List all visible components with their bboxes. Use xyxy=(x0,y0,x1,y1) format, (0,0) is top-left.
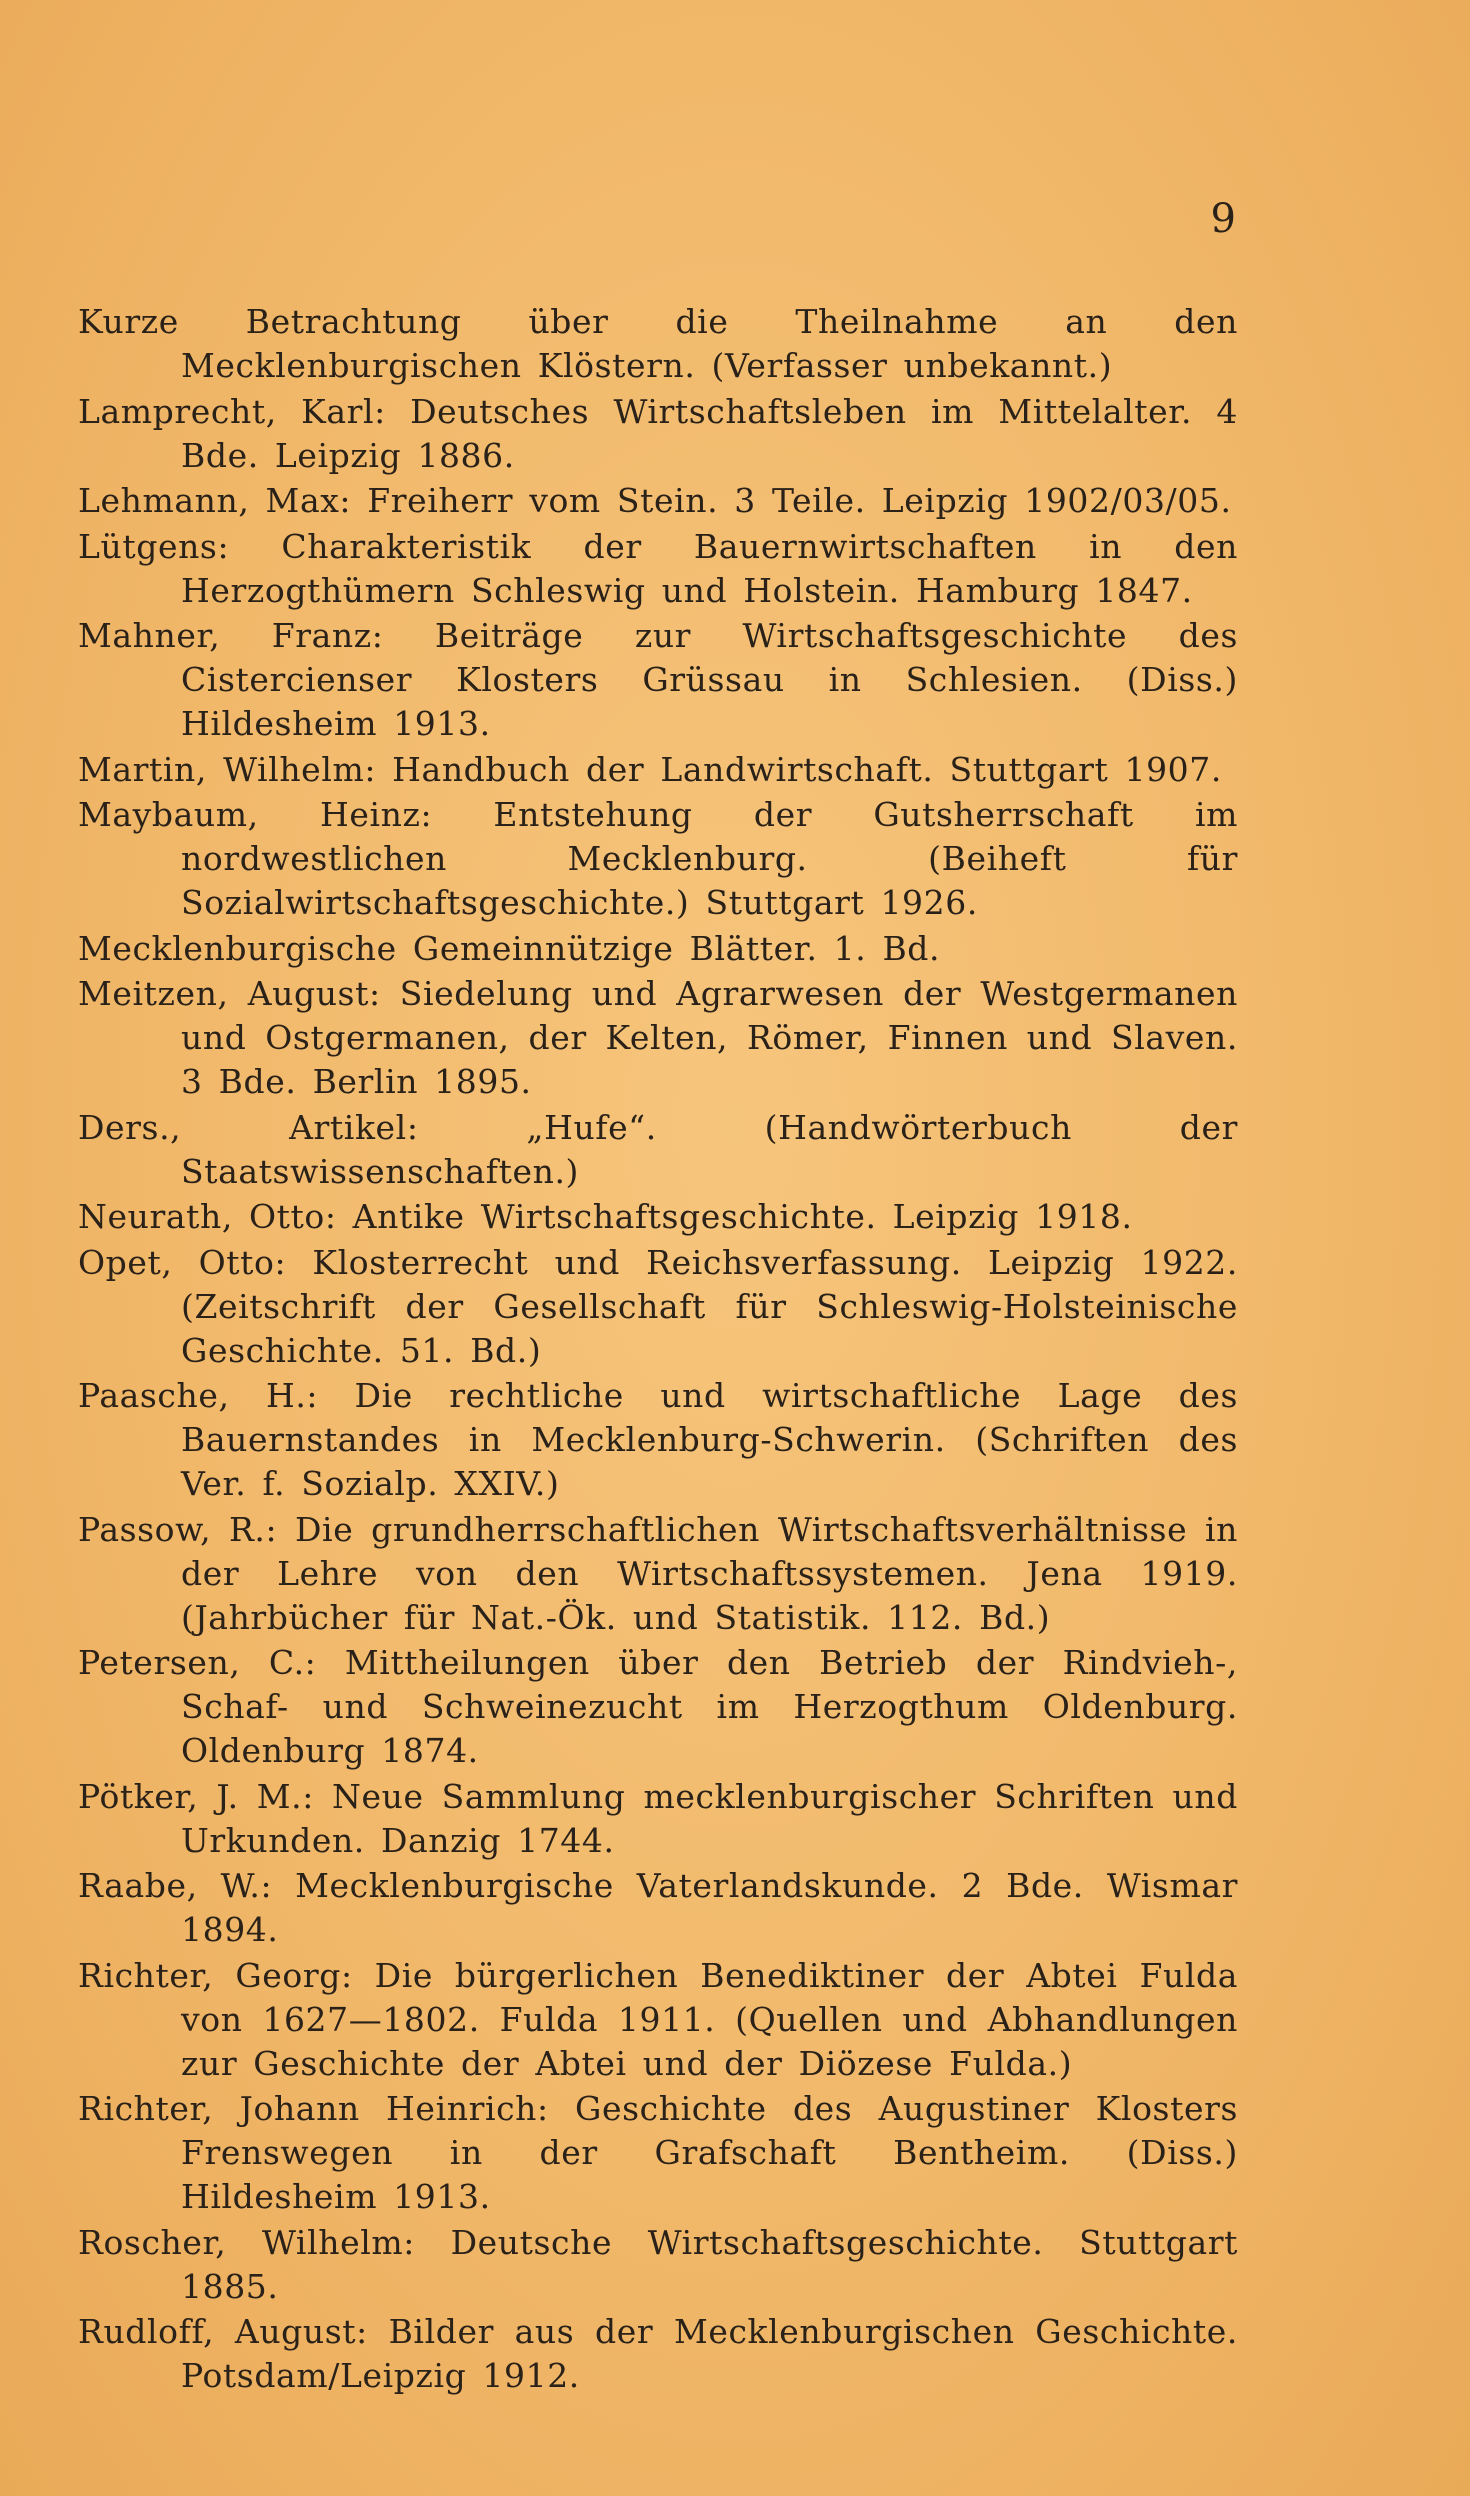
bibliography-entry: Passow, R.: Die grundherrschaftlichen Wirtschaftsverhältnisse in der Lehre von den Wirtschaftssystemen. Jena 1919. (Jahrbücher für Nat.-Ök. und Statistik. 112. Bd.) xyxy=(78,1509,1238,1637)
bibliography-entry: Lütgens: Charakteristik der Bauernwirtschaften in den Herzogthümern Schleswig und Holstein. Hamburg 1847. xyxy=(78,526,1238,610)
bibliography-entry: Kurze Betrachtung über die Theilnahme an den Mecklenburgischen Klöstern. (Verfasser unbekannt.) xyxy=(78,302,1238,385)
bibliography-entry: Meitzen, August: Siedelung und Agrarwesen der Westgermanen und Ostgermanen, der Kelten, Römer, Finnen und Slaven. 3 Bde. Berlin 1895. xyxy=(78,974,1238,1101)
bibliography-entry: Lamprecht, Karl: Deutsches Wirtschaftsleben im Mittelalter. 4 Bde. Leipzig 1886. xyxy=(78,391,1238,475)
bibliography-entry: Pötker, J. M.: Neue Sammlung mecklenburgischer Schriften und Urkunden. Danzig 1744. xyxy=(78,1776,1238,1860)
bibliography-entry: Richter, Johann Heinrich: Geschichte des Augustiner Klosters Frenswegen in der Grafschaft Bentheim. (Diss.) Hildesheim 1913. xyxy=(78,2089,1238,2216)
bibliography-entry: Ders., Artikel: „Hufe“. (Handwörterbuch der Staatswissenschaften.) xyxy=(78,1107,1238,1191)
bibliography-entry: Neurath, Otto: Antike Wirtschaftsgeschichte. Leipzig 1918. xyxy=(78,1197,1133,1236)
bibliography-entry: Opet, Otto: Klosterrecht und Reichsverfassung. Leipzig 1922. (Zeitschrift der Gesellschaft für Schleswig-Holsteinische Geschichte. 51. Bd.) xyxy=(78,1242,1238,1370)
bibliography-entry: Raabe, W.: Mecklenburgische Vaterlandskunde. 2 Bde. Wismar 1894. xyxy=(78,1866,1238,1949)
bibliography-entry: Roscher, Wilhelm: Deutsche Wirtschaftsgeschichte. Stuttgart 1885. xyxy=(78,2222,1238,2306)
bibliography-entry: Mahner, Franz: Beiträge zur Wirtschaftsgeschichte des Cistercienser Klosters Grüssau in Schlesien. (Diss.) Hildesheim 1913. xyxy=(78,616,1238,743)
bibliography-entry: Richter, Georg: Die bürgerlichen Benediktiner der Abtei Fulda von 1627—1802. Fulda 1911. (Quellen und Abhandlungen zur Geschichte der Abtei und der Diözese Fulda.) xyxy=(78,1955,1238,2083)
bibliography-list xyxy=(78,300,1238,2400)
bibliography-entry: Petersen, C.: Mittheilungen über den Betrieb der Rindvieh-, Schaf- und Schweinezucht im Herzogthum Oldenburg. Oldenburg 1874. xyxy=(78,1643,1238,1770)
page-number: 9 xyxy=(1210,196,1236,242)
bibliography-entry: Maybaum, Heinz: Entstehung der Gutsherrschaft im nordwestlichen Mecklenburg. (Beiheft für Sozialwirtschaftsgeschichte.) Stuttgart 1926. xyxy=(78,795,1238,922)
bibliography-entry: Paasche, H.: Die rechtliche und wirtschaftliche Lage des Bauernstandes in Mecklenburg-Schwerin. (Schriften des Ver. f. Sozialp. XXIV.) xyxy=(78,1376,1238,1503)
bibliography-entry: Rudloff, August: Bilder aus der Mecklenburgischen Geschichte. Potsdam/Leipzig 1912. xyxy=(78,2312,1238,2395)
bibliography-entry: Lehmann, Max: Freiherr vom Stein. 3 Teile. Leipzig 1902/03/05. xyxy=(78,481,1232,520)
bibliography-entry: Martin, Wilhelm: Handbuch der Landwirtschaft. Stuttgart 1907. xyxy=(78,749,1222,789)
bibliography-entry: Mecklenburgische Gemeinnützige Blätter. 1. Bd. xyxy=(78,928,941,968)
